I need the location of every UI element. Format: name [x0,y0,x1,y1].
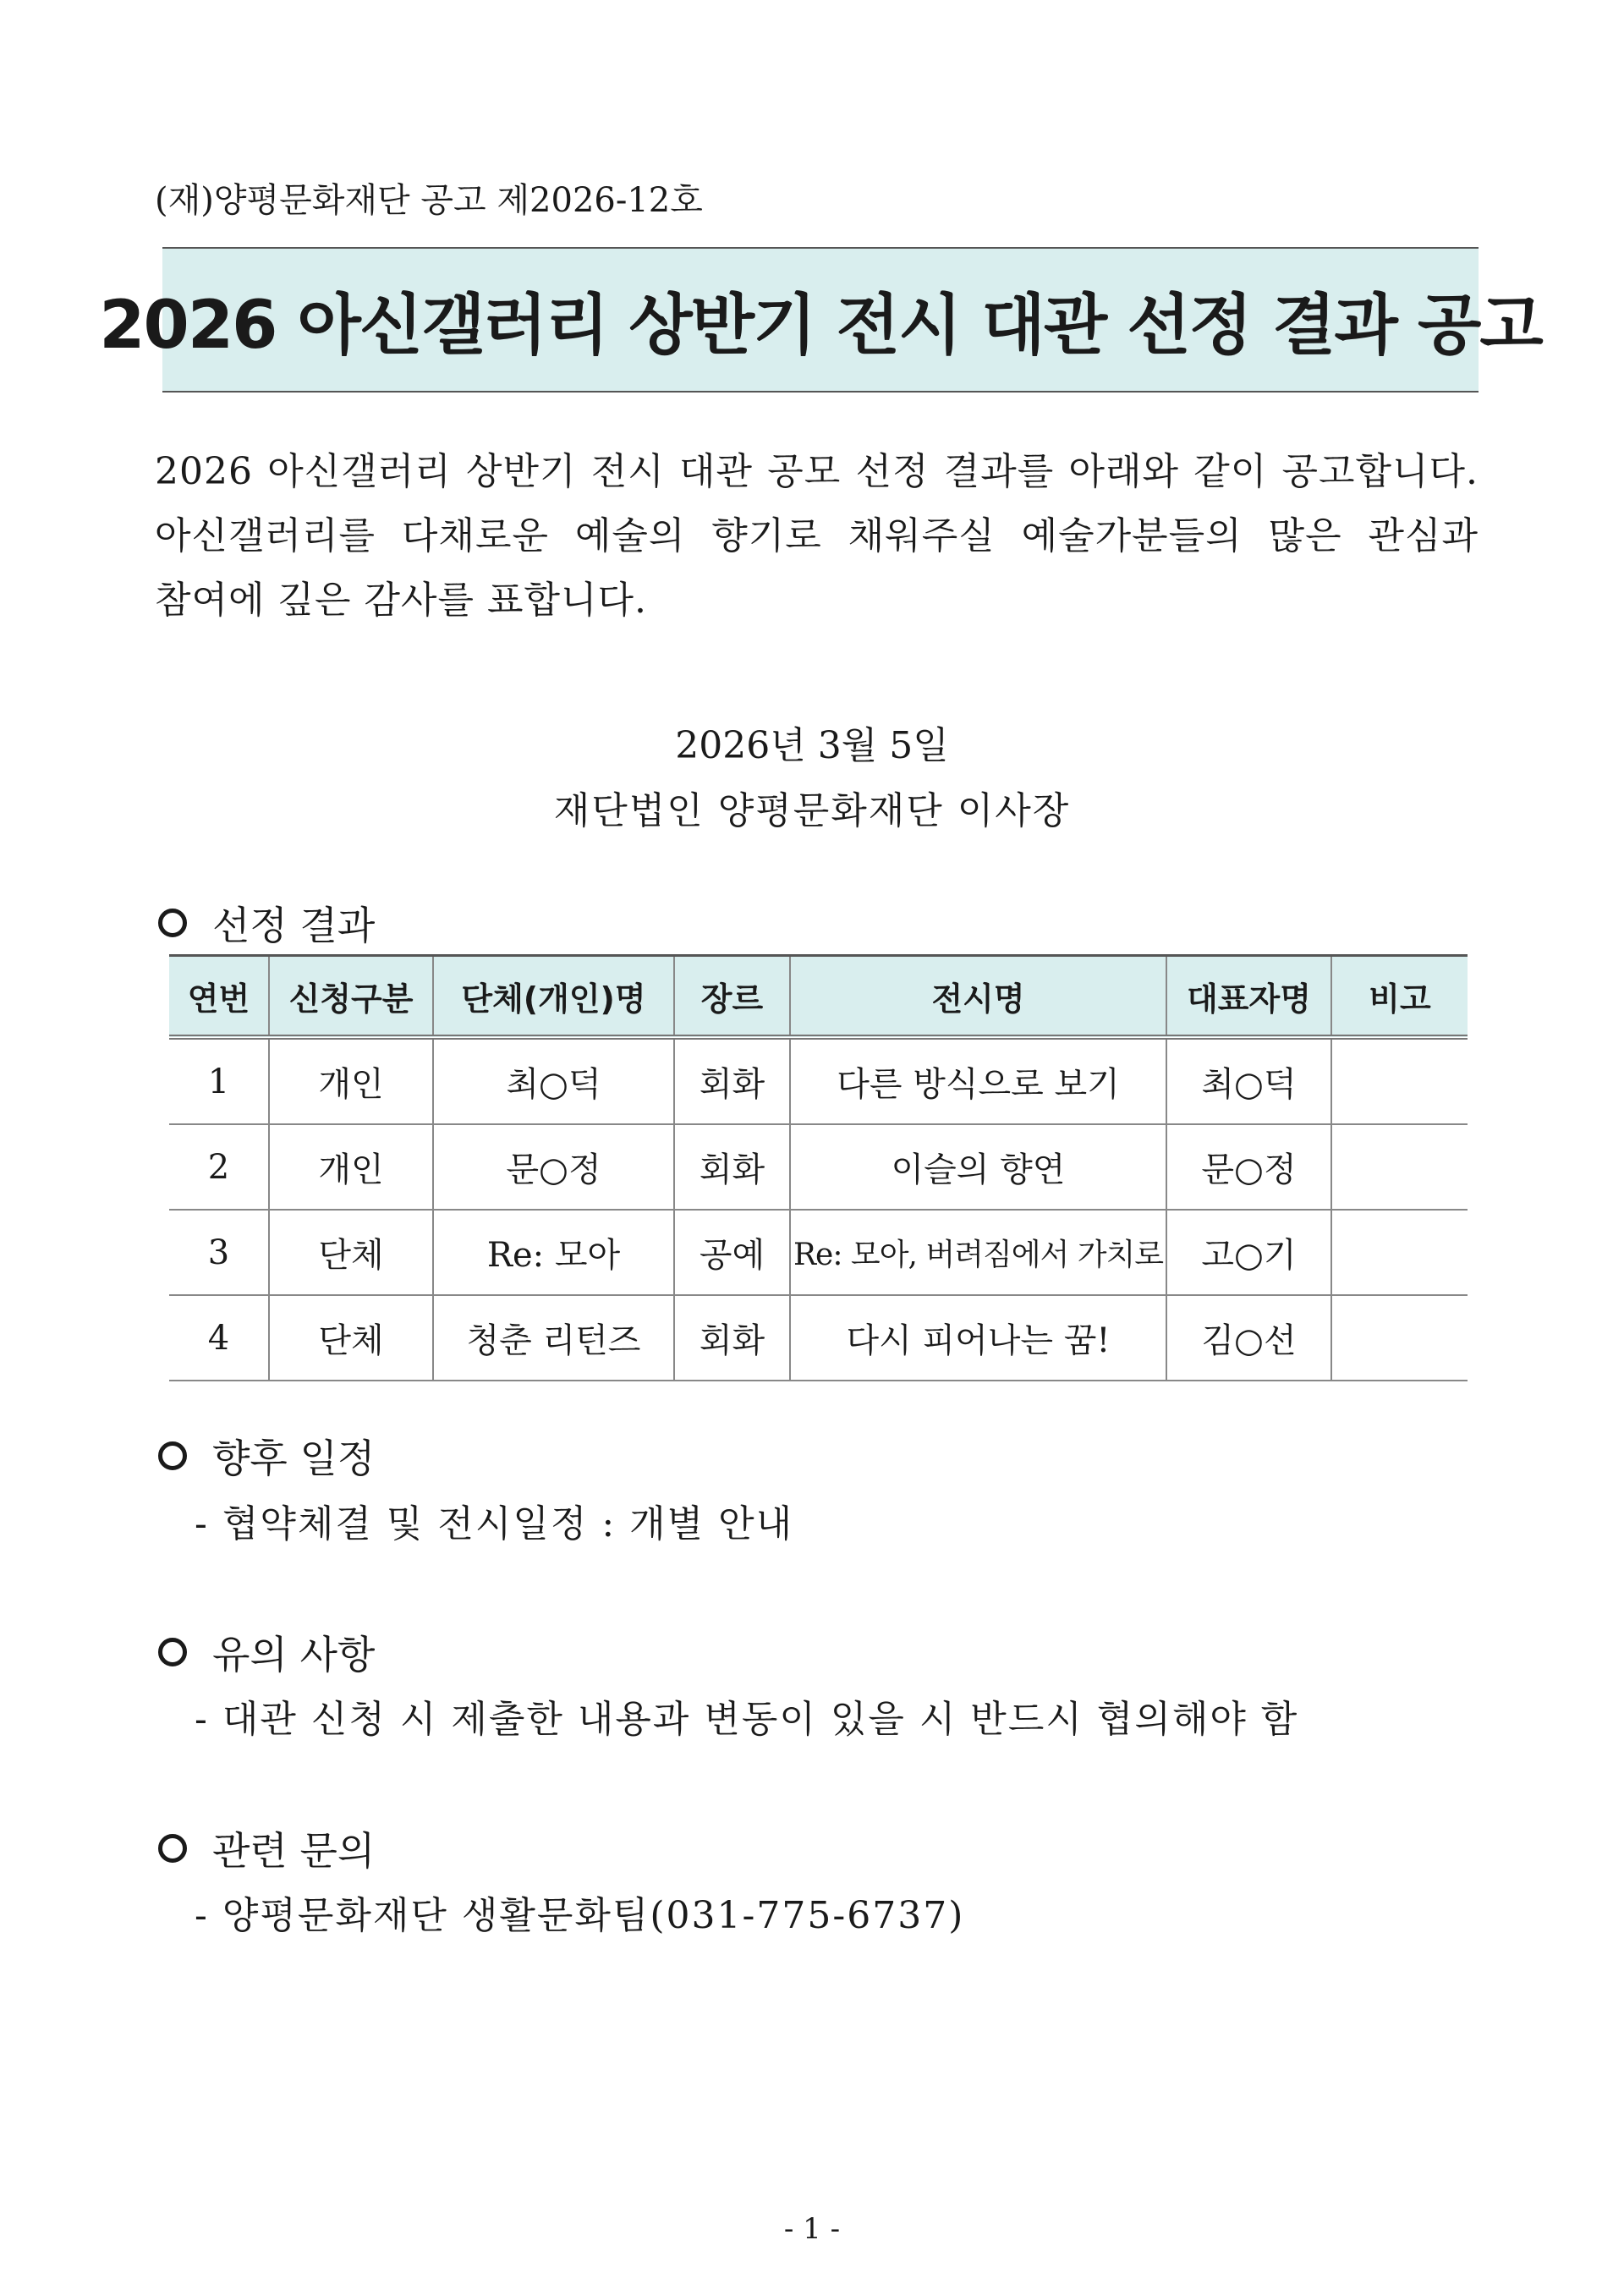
table-cell: 3 [169,1210,269,1295]
table-cell: 단체 [269,1295,433,1381]
table-cell: 최○덕 [1166,1037,1331,1124]
header-cell: 전시명 [790,956,1166,1038]
table-cell: 공예 [674,1210,790,1295]
issuer-name: 재단법인 양평문화재단 이사장 [553,789,1071,832]
section-heading: 선정 결과 [212,903,376,948]
circle-bullet-icon [158,1638,187,1666]
table-cell: Re: 모아, 버려짐에서 가치로 [790,1210,1166,1295]
table-row [169,1210,1468,1295]
intro-line: 참여에 깊은 감사를 표합니다. [155,579,647,622]
table-cell: 단체 [269,1210,433,1295]
notes-item: - 대관 신청 시 제출한 내용과 변동이 있을 시 반드시 협의해야 함 [195,1698,1299,1741]
table-cell: 이슬의 향연 [790,1124,1166,1210]
section-results [155,895,375,951]
table-cell: 문○정 [1166,1124,1331,1210]
document-title: 2026 아신갤러리 상반기 전시 대관 선정 결과 공고 [99,288,1542,364]
intro-paragraph [155,440,1479,633]
page-number: - 1 - [783,2212,841,2246]
table-cell: 개인 [269,1037,433,1124]
table-cell: 1 [169,1037,269,1124]
results-table [169,954,1468,1381]
header-cell: 장르 [674,956,790,1038]
table-cell: 회화 [674,1124,790,1210]
table-cell: 다시 피어나는 꿈! [790,1295,1166,1381]
table-cell [1331,1037,1468,1124]
table-cell: 최○덕 [433,1037,674,1124]
title-box [99,247,1542,393]
section-contact [155,1820,375,1876]
contact-item: - 양평문화재단 생활문화팀(031-775-6737) [195,1894,965,1937]
circle-bullet-icon [158,1441,187,1470]
schedule-item: - 협약체결 및 전시일정 : 개별 안내 [195,1502,794,1546]
header-cell: 연번 [169,956,269,1038]
header-cell: 신청구분 [269,956,433,1038]
table-row [169,1295,1468,1381]
table-cell [1331,1124,1468,1210]
table-header-row [169,956,1468,1038]
section-schedule [155,1428,375,1484]
table-cell: 회화 [674,1295,790,1381]
table-cell [1331,1210,1468,1295]
intro-line: 2026 아신갤러리 상반기 전시 대관 공모 선정 결과를 아래와 같이 공고합니다. [155,450,1479,493]
notice-date: 2026년 3월 5일 [675,724,949,767]
table-cell: 김○선 [1166,1295,1331,1381]
header-cell: 단체(개인)명 [433,956,674,1038]
table-cell: 4 [169,1295,269,1381]
table-cell: Re: 모아 [433,1210,674,1295]
notice-number: (재)양평문화재단 공고 제2026-12호 [155,181,703,220]
table-cell: 청춘 리턴즈 [433,1295,674,1381]
table-cell: 개인 [269,1124,433,1210]
section-heading: 유의 사항 [212,1632,376,1677]
header-cell: 비고 [1331,956,1468,1038]
circle-bullet-icon [158,1834,187,1863]
table-row [169,1037,1468,1124]
section-notes [155,1624,375,1680]
table-cell: 2 [169,1124,269,1210]
intro-line: 아신갤러리를 다채로운 예술의 향기로 채워주실 예술가분들의 많은 관심과 [155,514,1479,557]
table-cell: 다른 방식으로 보기 [790,1037,1166,1124]
table-row [169,1124,1468,1210]
table-cell: 회화 [674,1037,790,1124]
table-cell: 고○기 [1166,1210,1331,1295]
circle-bullet-icon [158,909,187,937]
header-cell: 대표자명 [1166,956,1331,1038]
section-heading: 향후 일정 [212,1436,376,1481]
table-cell [1331,1295,1468,1381]
section-heading: 관련 문의 [212,1828,376,1874]
table-cell: 문○정 [433,1124,674,1210]
